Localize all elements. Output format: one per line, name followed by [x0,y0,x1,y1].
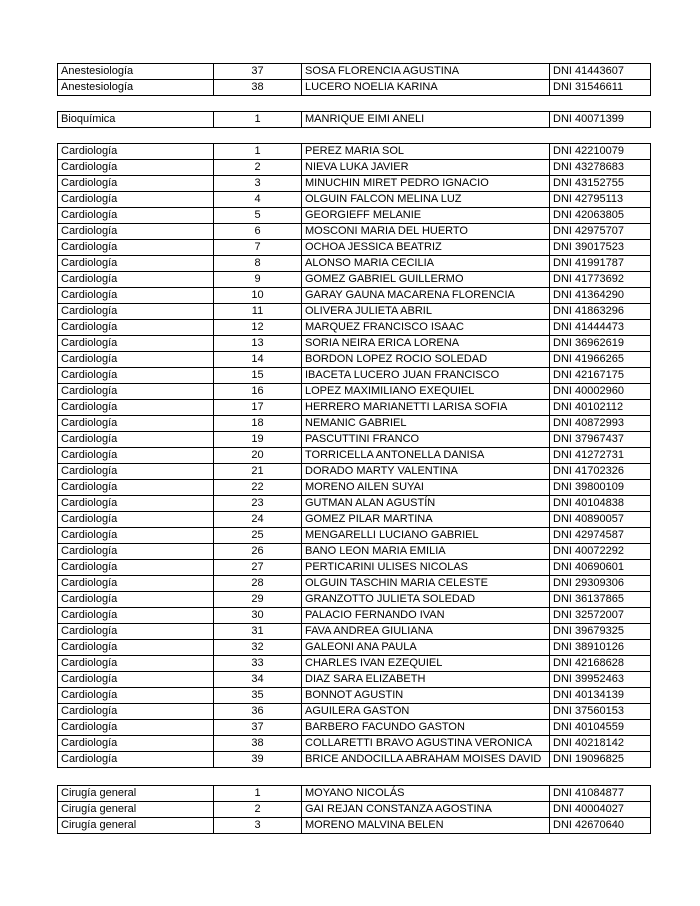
name-cell: GARAY GAUNA MACARENA FLORENCIA [302,288,550,304]
table-row [58,448,651,464]
dni-cell: DNI 41084877 [550,786,651,802]
dni-cell: DNI 41773692 [550,272,651,288]
dni-cell: DNI 29309306 [550,576,651,592]
specialty-cell: Cardiología [58,192,214,208]
specialty-cell: Cardiología [58,160,214,176]
name-cell: PALACIO FERNANDO IVAN [302,608,550,624]
number-cell: 9 [214,272,302,288]
number-cell: 28 [214,576,302,592]
name-cell: MORENO MALVINA BELEN [302,818,550,834]
table-row [58,560,651,576]
dni-cell: DNI 40890057 [550,512,651,528]
table-row [58,656,651,672]
dni-cell: DNI 42974587 [550,528,651,544]
table-row [58,608,651,624]
table-row [58,224,651,240]
name-cell: PERTICARINI ULISES NICOLAS [302,560,550,576]
number-cell: 14 [214,352,302,368]
table-row [58,192,651,208]
dni-cell: DNI 40690601 [550,560,651,576]
dni-cell: DNI 41966265 [550,352,651,368]
specialty-cell: Cardiología [58,272,214,288]
specialty-cell: Cardiología [58,496,214,512]
table-row [58,336,651,352]
specialty-cell: Cardiología [58,320,214,336]
dni-cell: DNI 36962619 [550,336,651,352]
number-cell: 31 [214,624,302,640]
table-row [58,384,651,400]
table-row [58,208,651,224]
dni-cell: DNI 43152755 [550,176,651,192]
number-cell: 37 [214,720,302,736]
dni-cell: DNI 19096825 [550,752,651,768]
number-cell: 29 [214,592,302,608]
dni-cell: DNI 42063805 [550,208,651,224]
name-cell: MANRIQUE EIMI ANELI [302,112,550,128]
specialty-cell: Cardiología [58,672,214,688]
specialty-cell: Cardiología [58,368,214,384]
table-row [58,160,651,176]
table [57,143,651,768]
table-row [58,320,651,336]
number-cell: 8 [214,256,302,272]
number-cell: 32 [214,640,302,656]
specialty-cell: Cardiología [58,752,214,768]
table-row [58,624,651,640]
specialty-cell: Cardiología [58,384,214,400]
dni-cell: DNI 42210079 [550,144,651,160]
name-cell: OLGUIN TASCHIN MARIA CELESTE [302,576,550,592]
specialty-cell: Cardiología [58,480,214,496]
dni-cell: DNI 42670640 [550,818,651,834]
dni-cell: DNI 41863296 [550,304,651,320]
name-cell: BRICE ANDOCILLA ABRAHAM MOISES DAVID [302,752,550,768]
table-row [58,416,651,432]
name-cell: BONNOT AGUSTIN [302,688,550,704]
number-cell: 34 [214,672,302,688]
number-cell: 24 [214,512,302,528]
name-cell: DIAZ SARA ELIZABETH [302,672,550,688]
table-row [58,400,651,416]
number-cell: 2 [214,802,302,818]
specialty-cell: Cardiología [58,576,214,592]
number-cell: 33 [214,656,302,672]
number-cell: 12 [214,320,302,336]
table-row [58,802,651,818]
table-row [58,752,651,768]
specialty-cell: Anestesiología [58,80,214,96]
table-row [58,576,651,592]
number-cell: 3 [214,176,302,192]
table [57,785,651,834]
dni-cell: DNI 36137865 [550,592,651,608]
group-table-cardiologia [57,143,637,768]
number-cell: 16 [214,384,302,400]
name-cell: FAVA ANDREA GIULIANA [302,624,550,640]
number-cell: 37 [214,64,302,80]
name-cell: COLLARETTI BRAVO AGUSTINA VERONICA [302,736,550,752]
name-cell: NEMANIC GABRIEL [302,416,550,432]
group-table-bioquimica [57,111,637,128]
number-cell: 11 [214,304,302,320]
table-row [58,688,651,704]
number-cell: 1 [214,786,302,802]
name-cell: GRANZOTTO JULIETA SOLEDAD [302,592,550,608]
name-cell: SORIA NEIRA ERICA LORENA [302,336,550,352]
number-cell: 35 [214,688,302,704]
table-row [58,544,651,560]
number-cell: 25 [214,528,302,544]
number-cell: 13 [214,336,302,352]
specialty-cell: Cardiología [58,448,214,464]
specialty-cell: Cirugía general [58,818,214,834]
number-cell: 39 [214,752,302,768]
specialty-cell: Cardiología [58,304,214,320]
dni-cell: DNI 40872993 [550,416,651,432]
name-cell: NIEVA LUKA JAVIER [302,160,550,176]
name-cell: GOMEZ GABRIEL GUILLERMO [302,272,550,288]
name-cell: LUCERO NOELIA KARINA [302,80,550,96]
name-cell: BARBERO FACUNDO GASTON [302,720,550,736]
number-cell: 15 [214,368,302,384]
dni-cell: DNI 41444473 [550,320,651,336]
number-cell: 2 [214,160,302,176]
table-row [58,496,651,512]
specialty-cell: Cardiología [58,416,214,432]
specialty-cell: Cardiología [58,464,214,480]
specialty-cell: Cardiología [58,624,214,640]
number-cell: 22 [214,480,302,496]
number-cell: 17 [214,400,302,416]
specialty-cell: Cardiología [58,608,214,624]
name-cell: BANO LEON MARIA EMILIA [302,544,550,560]
specialty-cell: Cardiología [58,176,214,192]
specialty-cell: Cardiología [58,544,214,560]
dni-cell: DNI 41702326 [550,464,651,480]
name-cell: IBACETA LUCERO JUAN FRANCISCO [302,368,550,384]
dni-cell: DNI 39679325 [550,624,651,640]
specialty-cell: Cardiología [58,592,214,608]
name-cell: OLGUIN FALCON MELINA LUZ [302,192,550,208]
dni-cell: DNI 41991787 [550,256,651,272]
specialty-cell: Cardiología [58,528,214,544]
table-row [58,432,651,448]
name-cell: MOYANO NICOLÁS [302,786,550,802]
specialty-cell: Cardiología [58,288,214,304]
table-row [58,704,651,720]
specialty-cell: Cardiología [58,352,214,368]
specialty-cell: Bioquímica [58,112,214,128]
table-row [58,352,651,368]
name-cell: GALEONI ANA PAULA [302,640,550,656]
number-cell: 5 [214,208,302,224]
table-row [58,256,651,272]
table-row [58,786,651,802]
number-cell: 7 [214,240,302,256]
dni-cell: DNI 40072292 [550,544,651,560]
name-cell: MENGARELLI LUCIANO GABRIEL [302,528,550,544]
number-cell: 27 [214,560,302,576]
name-cell: GEORGIEFF MELANIE [302,208,550,224]
dni-cell: DNI 42167175 [550,368,651,384]
number-cell: 38 [214,80,302,96]
dni-cell: DNI 32572007 [550,608,651,624]
table-row [58,528,651,544]
table-row [58,736,651,752]
table-row [58,288,651,304]
name-cell: CHARLES IVAN EZEQUIEL [302,656,550,672]
table-row [58,464,651,480]
specialty-cell: Anestesiología [58,64,214,80]
dni-cell: DNI 40104559 [550,720,651,736]
number-cell: 6 [214,224,302,240]
specialty-cell: Cardiología [58,144,214,160]
table-row [58,368,651,384]
name-cell: HERRERO MARIANETTI LARISA SOFIA [302,400,550,416]
dni-cell: DNI 40071399 [550,112,651,128]
specialty-cell: Cardiología [58,720,214,736]
specialty-cell: Cardiología [58,656,214,672]
number-cell: 10 [214,288,302,304]
number-cell: 30 [214,608,302,624]
number-cell: 26 [214,544,302,560]
table [57,111,651,128]
name-cell: MOSCONI MARIA DEL HUERTO [302,224,550,240]
dni-cell: DNI 41443607 [550,64,651,80]
dni-cell: DNI 39800109 [550,480,651,496]
name-cell: DORADO MARTY VALENTINA [302,464,550,480]
specialty-cell: Cardiología [58,336,214,352]
dni-cell: DNI 39017523 [550,240,651,256]
specialty-cell: Cardiología [58,640,214,656]
name-cell: OCHOA JESSICA BEATRIZ [302,240,550,256]
number-cell: 38 [214,736,302,752]
table-row [58,80,651,96]
dni-cell: DNI 40104838 [550,496,651,512]
name-cell: MINUCHIN MIRET PEDRO IGNACIO [302,176,550,192]
dni-cell: DNI 41364290 [550,288,651,304]
table-row [58,640,651,656]
name-cell: OLIVERA JULIETA ABRIL [302,304,550,320]
number-cell: 36 [214,704,302,720]
number-cell: 19 [214,432,302,448]
name-cell: ALONSO MARIA CECILIA [302,256,550,272]
table [57,63,651,96]
table-row [58,818,651,834]
table-row [58,176,651,192]
number-cell: 23 [214,496,302,512]
group-table-anestesiologia [57,63,637,96]
table-row [58,112,651,128]
number-cell: 1 [214,144,302,160]
table-row [58,480,651,496]
specialty-cell: Cardiología [58,736,214,752]
dni-cell: DNI 37967437 [550,432,651,448]
name-cell: GAI REJAN CONSTANZA AGOSTINA [302,802,550,818]
dni-cell: DNI 42975707 [550,224,651,240]
dni-cell: DNI 43278683 [550,160,651,176]
specialty-cell: Cardiología [58,400,214,416]
number-cell: 1 [214,112,302,128]
specialty-cell: Cardiología [58,224,214,240]
number-cell: 20 [214,448,302,464]
dni-cell: DNI 40102112 [550,400,651,416]
name-cell: TORRICELLA ANTONELLA DANISA [302,448,550,464]
specialty-cell: Cirugía general [58,786,214,802]
dni-cell: DNI 39952463 [550,672,651,688]
name-cell: PASCUTTINI FRANCO [302,432,550,448]
dni-cell: DNI 38910126 [550,640,651,656]
dni-cell: DNI 31546611 [550,80,651,96]
number-cell: 21 [214,464,302,480]
specialty-cell: Cardiología [58,512,214,528]
table-row [58,64,651,80]
name-cell: GUTMAN ALAN AGUSTÍN [302,496,550,512]
name-cell: BORDON LOPEZ ROCIO SOLEDAD [302,352,550,368]
table-row [58,720,651,736]
specialty-cell: Cirugía general [58,802,214,818]
specialty-cell: Cardiología [58,256,214,272]
specialty-cell: Cardiología [58,704,214,720]
specialty-cell: Cardiología [58,208,214,224]
dni-cell: DNI 41272731 [550,448,651,464]
specialty-cell: Cardiología [58,688,214,704]
number-cell: 18 [214,416,302,432]
name-cell: PEREZ MARIA SOL [302,144,550,160]
table-row [58,272,651,288]
specialty-cell: Cardiología [58,560,214,576]
number-cell: 4 [214,192,302,208]
dni-cell: DNI 40002960 [550,384,651,400]
specialty-cell: Cardiología [58,240,214,256]
group-table-cirugia-general [57,785,637,834]
table-row [58,592,651,608]
number-cell: 3 [214,818,302,834]
dni-cell: DNI 40134139 [550,688,651,704]
dni-cell: DNI 37560153 [550,704,651,720]
name-cell: MORENO AILEN SUYAI [302,480,550,496]
name-cell: GOMEZ PILAR MARTINA [302,512,550,528]
name-cell: MARQUEZ FRANCISCO ISAAC [302,320,550,336]
dni-cell: DNI 40218142 [550,736,651,752]
table-row [58,144,651,160]
dni-cell: DNI 40004027 [550,802,651,818]
table-row [58,672,651,688]
name-cell: AGUILERA GASTON [302,704,550,720]
table-row [58,304,651,320]
dni-cell: DNI 42795113 [550,192,651,208]
specialty-cell: Cardiología [58,432,214,448]
name-cell: LOPEZ MAXIMILIANO EXEQUIEL [302,384,550,400]
dni-cell: DNI 42168628 [550,656,651,672]
table-row [58,512,651,528]
name-cell: SOSA FLORENCIA AGUSTINA [302,64,550,80]
table-row [58,240,651,256]
